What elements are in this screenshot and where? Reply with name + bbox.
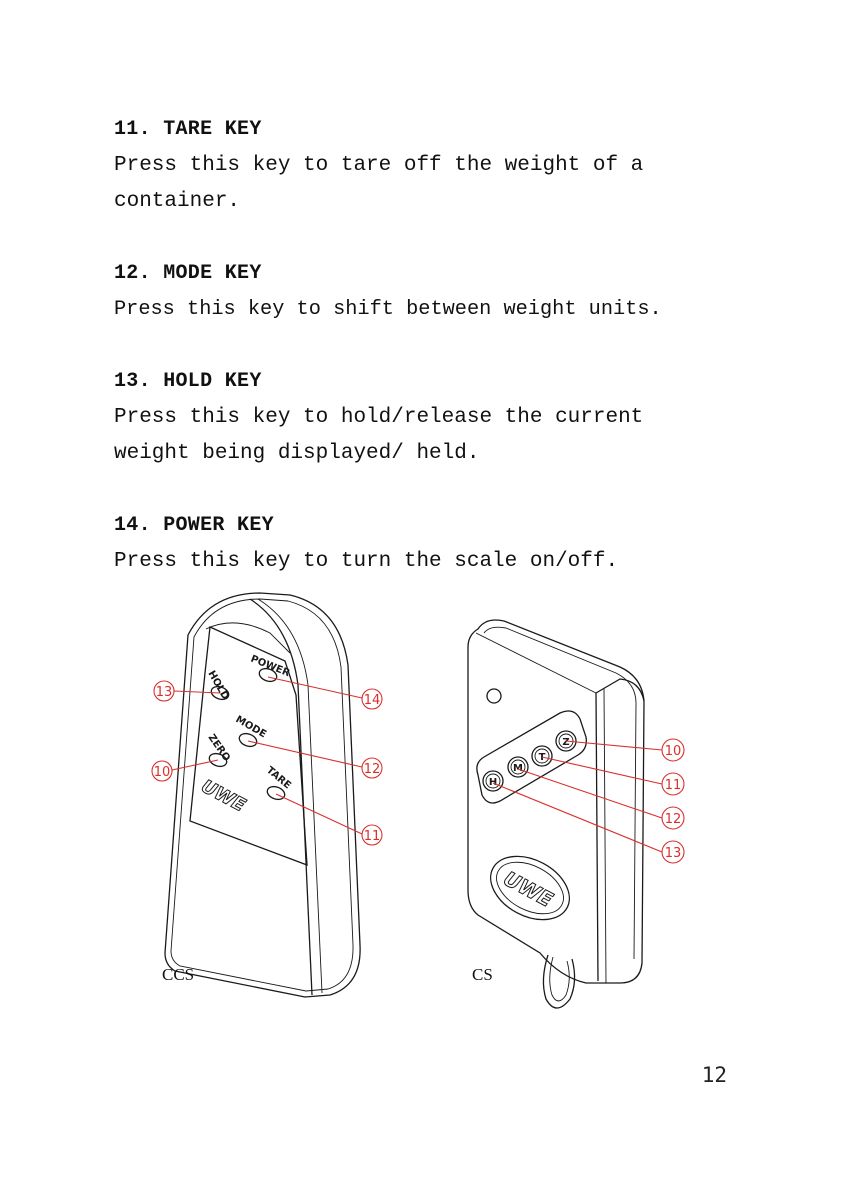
cs-key-t[interactable] [532,746,552,766]
cs-led-indicator [487,689,501,703]
cs-model-label: CS [472,965,493,984]
cs-remote [468,620,644,1008]
section-heading-tare: 11. TARE KEY [114,118,262,141]
ccs-key-mode-label: MODE [233,714,269,741]
ccs-callout-power: 14 [363,693,381,708]
ccs-key-zero[interactable] [206,732,232,768]
ccs-callout-zero: 10 [153,765,171,780]
cs-callout-t: 11 [664,778,682,793]
section-body-tare [114,148,754,220]
ccs-model-label: CCS [162,965,195,984]
mode-line-1: Press this key to shift between weight units. [114,298,662,321]
ccs-key-zero-label: ZERO [205,732,232,764]
cs-key-m-label: M [513,763,523,774]
section-body-mode [114,292,754,328]
cs-callout-z: 10 [664,744,682,759]
cs-key-m[interactable] [508,757,528,777]
section-body-hold [114,400,754,472]
cs-callout-m: 12 [664,812,682,827]
cs-key-t-label: T [538,752,546,763]
ccs-key-hold-label: HOLD [205,669,231,702]
tare-line-1: Press this key to tare off the weight of a [114,154,644,177]
ccs-key-hold[interactable] [205,669,230,702]
section-body-power [114,544,754,580]
ccs-remote [162,593,360,997]
ccs-key-tare-label: TARE [264,764,293,792]
ccs-key-tare[interactable] [264,765,293,802]
section-heading-mode: 12. MODE KEY [114,262,262,285]
cs-brand-logo: UWE [499,866,557,912]
section-heading-power: 14. POWER KEY [114,514,274,537]
ccs-key-mode[interactable] [234,714,269,749]
tare-line-2: container. [114,190,241,213]
hold-line-1: Press this key to hold/release the current [114,406,644,429]
page-number: 12 [701,1063,727,1087]
power-line-1: Press this key to turn the scale on/off. [114,550,619,573]
ccs-key-power-label: POWER [248,653,292,680]
section-heading-hold: 13. HOLD KEY [114,370,262,393]
ccs-brand-logo: UWE [197,775,249,817]
remote-diagrams [0,585,842,1025]
cs-callout-h: 13 [664,846,682,861]
ccs-callout-mode: 12 [363,762,381,777]
ccs-callout-hold: 13 [155,685,173,700]
hold-line-2: weight being displayed/ held. [114,442,480,465]
ccs-key-power[interactable] [249,654,292,684]
ccs-callout-tare: 11 [363,829,381,844]
cs-key-h[interactable] [483,771,503,791]
cs-key-z-label: Z [562,737,570,748]
cs-key-h-label: H [488,777,498,788]
